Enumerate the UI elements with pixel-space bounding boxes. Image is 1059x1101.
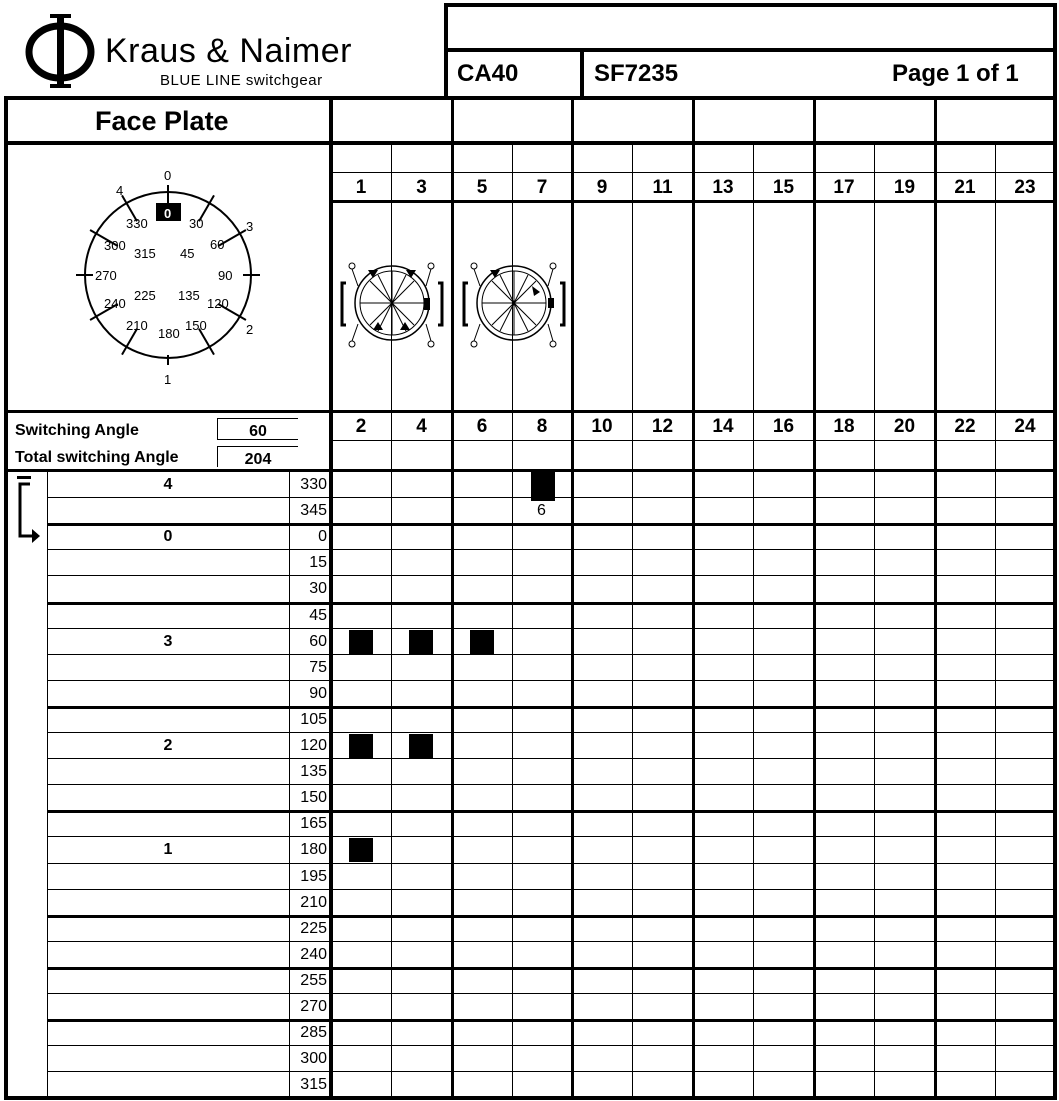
column-divider <box>692 100 695 1100</box>
row-angle: 30 <box>309 580 327 598</box>
contact-stage-2 <box>464 263 564 347</box>
column-divider <box>813 100 816 1100</box>
row-angle: 255 <box>300 971 327 989</box>
column-divider-thin <box>995 145 996 1100</box>
terminal-top-13: 13 <box>712 177 734 198</box>
dial-angle-60: 60 <box>210 237 225 252</box>
contact-closed-mark <box>349 630 373 654</box>
terminal-top-19: 19 <box>893 177 916 198</box>
contact-closed-mark <box>409 630 433 654</box>
total-switching-angle-value: 204 <box>217 446 298 467</box>
stop-mark <box>531 471 555 501</box>
contact-closed-mark <box>470 630 494 654</box>
column-divider-thin <box>632 145 633 1100</box>
dial-angle-150: 150 <box>185 318 207 333</box>
stop-number: 6 <box>537 502 546 519</box>
dial-angle-315: 315 <box>134 246 156 261</box>
dial-angle-30: 30 <box>189 216 204 231</box>
dial-angle-90: 90 <box>218 268 233 283</box>
dial-pos-2: 2 <box>246 322 254 337</box>
row-divider <box>47 575 1055 576</box>
row-angle: 180 <box>300 841 327 859</box>
contact-closed-mark <box>409 734 433 758</box>
row-divider <box>47 967 1055 970</box>
row-position: 4 <box>163 476 173 493</box>
row-angle: 120 <box>300 737 327 754</box>
column-divider <box>451 100 454 1100</box>
row-angle: 45 <box>309 606 327 624</box>
contact-closed-mark <box>349 734 373 758</box>
table-column-line <box>47 471 48 1098</box>
row-divider <box>47 784 1055 785</box>
row-position: 3 <box>163 632 173 650</box>
brand-name: Kraus & Naimer <box>105 32 352 70</box>
dial-angle-210: 210 <box>126 318 148 333</box>
row-angle: 15 <box>309 554 327 572</box>
dial-angle-135: 135 <box>178 288 200 303</box>
terminal-top-1: 1 <box>355 177 367 198</box>
dial-angle-240: 240 <box>104 296 126 311</box>
row-angle: 75 <box>309 658 327 676</box>
row-angle: 315 <box>300 1076 327 1094</box>
terminal-top-7: 7 <box>536 177 548 198</box>
row-angle: 0 <box>318 528 327 546</box>
grid-line <box>331 172 1055 173</box>
grid-line <box>331 200 1055 203</box>
row-divider <box>47 628 1055 629</box>
terminal-bottom-16: 16 <box>772 416 795 437</box>
series-code: CA40 <box>457 60 519 87</box>
row-divider <box>47 654 1055 655</box>
brand-tagline: BLUE LINE switchgear <box>160 72 323 89</box>
row-divider <box>47 680 1055 681</box>
row-divider <box>47 863 1055 864</box>
row-divider <box>47 836 1055 837</box>
phi-logo-icon <box>22 12 102 92</box>
row-angle: 60 <box>309 632 327 650</box>
row-divider <box>47 889 1055 890</box>
dial-angle-180: 180 <box>158 326 180 341</box>
dial-angle-330: 330 <box>126 216 148 231</box>
column-divider-thin <box>753 145 754 1100</box>
grid-line <box>4 410 1057 413</box>
row-divider <box>47 1071 1055 1072</box>
terminal-top-5: 5 <box>476 177 488 198</box>
switching-angle-label: Switching Angle <box>15 422 139 439</box>
row-divider <box>47 758 1055 759</box>
row-angle: 240 <box>300 945 327 963</box>
terminal-bottom-14: 14 <box>712 416 734 437</box>
dial-pos-4: 4 <box>116 183 124 198</box>
column-divider <box>571 100 574 1100</box>
contact-closed-mark <box>349 838 373 862</box>
terminal-top-21: 21 <box>954 177 976 198</box>
terminal-top-17: 17 <box>833 177 855 198</box>
terminal-top-11: 11 <box>652 177 673 198</box>
row-divider <box>47 732 1055 733</box>
dial-angle-270: 270 <box>95 268 117 283</box>
dial-angle-120: 120 <box>207 296 229 311</box>
dial-angle-0: 0 <box>164 206 172 221</box>
row-angle: 105 <box>300 710 327 728</box>
row-angle: 225 <box>300 919 327 937</box>
row-angle: 345 <box>300 502 327 520</box>
column-divider-thin <box>874 145 875 1100</box>
terminal-bottom-12: 12 <box>651 416 674 437</box>
terminal-top-23: 23 <box>1014 177 1036 198</box>
dial-angle-300: 300 <box>104 238 126 253</box>
row-angle: 150 <box>300 789 327 807</box>
program-code: SF7235 <box>594 60 679 87</box>
row-position: 0 <box>163 528 173 546</box>
dial-pos-3: 3 <box>246 219 254 234</box>
row-angle: 165 <box>300 815 327 833</box>
row-divider <box>47 1045 1055 1046</box>
row-divider <box>47 1019 1055 1022</box>
row-divider <box>47 915 1055 918</box>
row-divider <box>47 602 1055 605</box>
page-indicator: Page 1 of 1 <box>892 60 1019 87</box>
row-divider <box>47 941 1055 942</box>
dial-angle-45: 45 <box>180 246 195 261</box>
contact-stage-1 <box>342 263 442 347</box>
row-position: 1 <box>163 841 173 859</box>
row-divider <box>47 810 1055 813</box>
grid-line <box>331 440 1055 441</box>
terminal-bottom-8: 8 <box>536 416 548 437</box>
dial-angle-225: 225 <box>134 288 156 303</box>
terminal-bottom-6: 6 <box>476 416 488 437</box>
row-divider <box>47 993 1055 994</box>
dial-pos-top: 0 <box>164 168 172 183</box>
row-angle: 285 <box>300 1024 327 1042</box>
terminal-top-9: 9 <box>596 177 608 198</box>
row-angle: 270 <box>300 998 327 1015</box>
row-angle: 330 <box>300 476 327 493</box>
terminal-top-15: 15 <box>772 177 795 198</box>
row-divider <box>47 549 1055 550</box>
terminal-bottom-20: 20 <box>893 416 916 437</box>
terminal-bottom-10: 10 <box>591 416 613 437</box>
terminal-top-3: 3 <box>416 177 427 198</box>
face-plate-title: Face Plate <box>95 106 229 136</box>
row-divider <box>47 523 1055 526</box>
terminal-bottom-24: 24 <box>1014 416 1036 437</box>
row-angle: 90 <box>309 684 327 702</box>
table-column-line <box>289 471 290 1098</box>
terminal-bottom-2: 2 <box>355 416 367 437</box>
contact-diagram <box>338 258 578 353</box>
stop-arrow-icon <box>10 476 45 546</box>
row-angle: 135 <box>300 763 327 781</box>
row-angle: 195 <box>300 867 327 885</box>
row-position: 2 <box>163 737 173 754</box>
terminal-bottom-4: 4 <box>416 416 427 437</box>
total-switching-angle-label: Total switching Angle <box>15 449 179 466</box>
row-angle: 300 <box>300 1050 327 1068</box>
terminal-bottom-18: 18 <box>833 416 855 437</box>
dial-pos-1: 1 <box>164 372 172 387</box>
row-angle: 210 <box>300 893 327 911</box>
switching-angle-value: 60 <box>217 418 298 440</box>
row-divider <box>47 706 1055 709</box>
terminal-bottom-22: 22 <box>954 416 976 437</box>
column-divider <box>934 100 937 1100</box>
